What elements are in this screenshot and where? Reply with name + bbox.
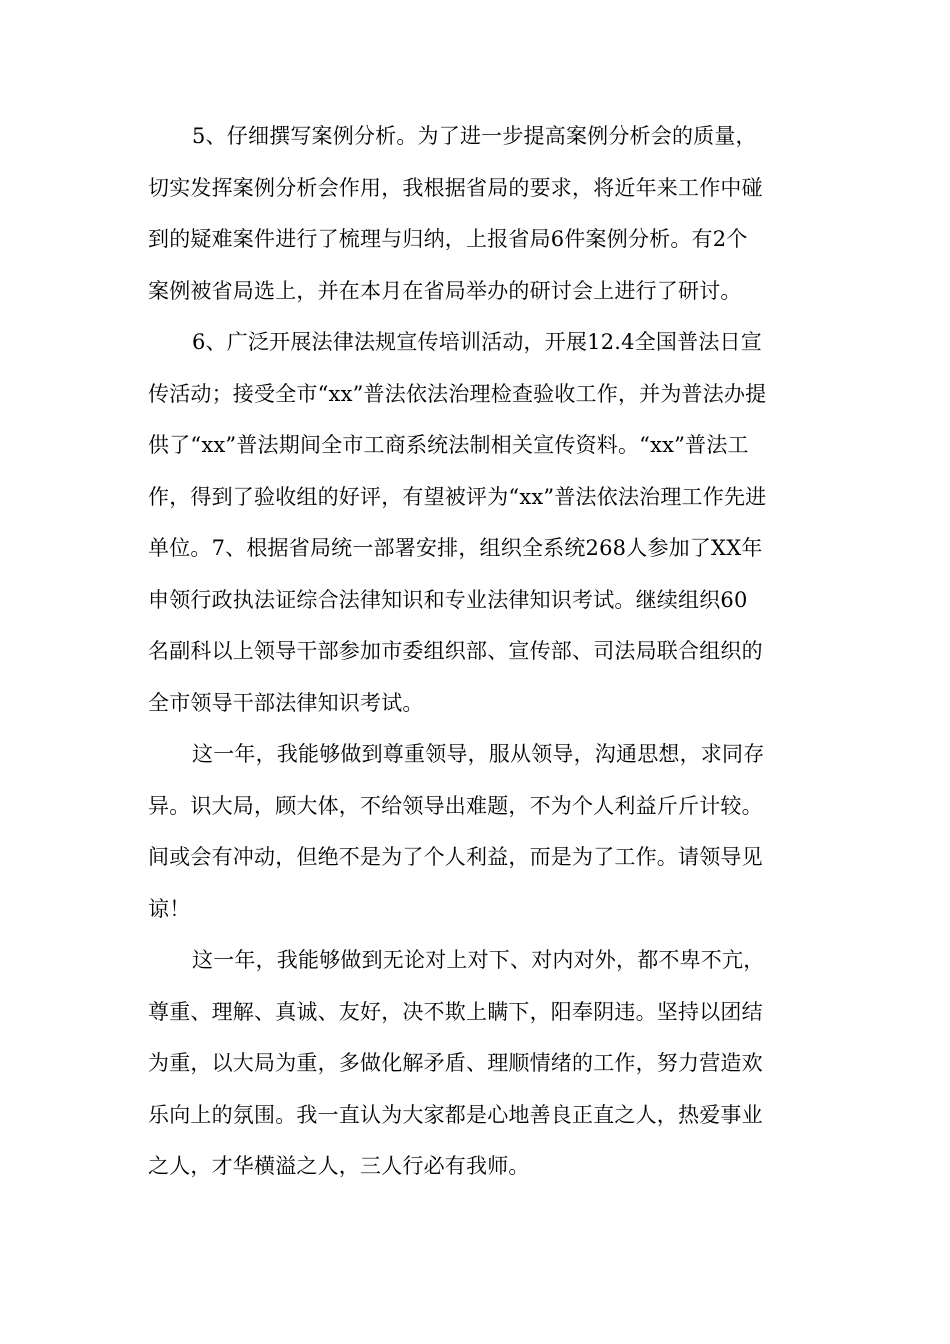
- paragraph-line: 6、广泛开展法律法规宣传培训活动，开展12.4全国普法日宣: [192, 330, 762, 354]
- paragraph-line: 切实发挥案例分析会作用，我根据省局的要求，将近年来工作中碰: [148, 175, 763, 200]
- paragraph-line: 这一年，我能够做到无论对上对下、对内对外，都不卑不亢，: [192, 948, 765, 972]
- paragraph-line: 单位。7、根据省局统一部署安排，组织全系统268人参加了XX年: [148, 536, 763, 560]
- paragraph-line: 案例被省局选上，并在本月在省局举办的研讨会上进行了研讨。: [148, 278, 742, 303]
- paragraph-line: 传活动；接受全市“xx”普法依法治理检查验收工作，并为普法办提: [148, 381, 767, 406]
- paragraph-line: 名副科以上领导干部参加市委组织部、宣传部、司法局联合组织的: [148, 639, 763, 663]
- paragraph-line: 间或会有冲动，但绝不是为了个人利益，而是为了工作。请领导见: [148, 845, 763, 869]
- paragraph-line: 尊重、理解、真诚、友好，决不欺上瞒下，阳奉阴违。坚持以团结: [148, 999, 763, 1024]
- paragraph-line: 这一年，我能够做到尊重领导，服从领导，沟通思想，求同存: [192, 742, 765, 766]
- paragraph-line: 作，得到了验收组的好评，有望被评为“xx”普法依法治理工作先进: [148, 484, 767, 509]
- paragraph-line: 供了“xx”普法期间全市工商系统法制相关宣传资料。“xx”普法工: [148, 433, 749, 457]
- paragraph-line: 谅！: [148, 896, 191, 921]
- paragraph-line: 全市领导干部法律知识考试。: [148, 690, 424, 715]
- document-body: [148, 116, 802, 1198]
- paragraph-line: 到的疑难案件进行了梳理与归纳，上报省局6件案例分析。有2个: [148, 227, 748, 251]
- paragraph-line: 之人，才华横溢之人，三人行必有我师。: [148, 1154, 530, 1178]
- paragraph-line: 5、仔细撰写案例分析。为了进一步提高案例分析会的质量，: [192, 124, 757, 148]
- paragraph-line: 乐向上的氛围。我一直认为大家都是心地善良正直之人，热爱事业: [148, 1102, 763, 1127]
- paragraph-line: 异。识大局，顾大体，不给领导出难题，不为个人利益斤斤计较。: [148, 793, 763, 818]
- paragraph-line: 为重，以大局为重，多做化解矛盾、理顺情绪的工作，努力营造欢: [148, 1051, 763, 1075]
- paragraph-line: 申领行政执法证综合法律知识和专业法律知识考试。继续组织60: [148, 587, 748, 612]
